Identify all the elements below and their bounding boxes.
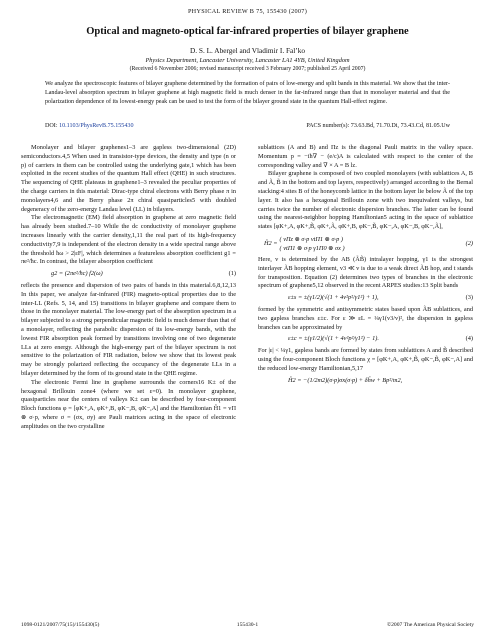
equation-2 xyxy=(258,235,473,253)
abstract: We analyze the spectroscopic features of bilayer graphene determined by the formation of pairs of low-energy and split bands in this material. We show that the inter-Landau-level absorption spectrum in bilayer graphene at high magnetic field is much denser in the far-infrared range than that in monolayer material and that the polarization dependence of its lowest-energy peak can be used to test the form of the bilayer ground state in the quantum Hall-effect regime. xyxy=(45,81,450,105)
pacs-numbers: PACS number(s): 73.63.Bd, 71.70.Di, 73.43.Cd, 81.05.Uw xyxy=(306,123,450,129)
paragraph: Here, v is determined by the AB (ÃB̃) intralayer hopping, γ1 is the strongest interlayer ÃB hopping element, v3 ≪ v is due to a weak direct ÃB hop, and t stands for transposition. Equation (2) determines two types of branches in the electronic spectrum of graphene5,12 observed in the recent ARPES studies:13 Split bands xyxy=(258,255,473,290)
paragraph: formed by the symmetric and antisymmetric states based upon ÃB sublattices, and two gapless branches ε±c. For ε ≫ εL = ¼γ1(v3/v)², the dispersion in gapless branches can be approximated by xyxy=(258,305,473,331)
equation-number: (2) xyxy=(465,239,473,247)
equation-lhs: Ĥ2 = xyxy=(264,239,278,247)
left-column xyxy=(21,144,236,432)
equation-body: g2 = (2πe²/ħc) f2(ω) xyxy=(51,270,103,278)
paper-title: Optical and magneto-optical far-infrared properties of bilayer graphene xyxy=(86,26,409,37)
equation-number: (4) xyxy=(465,335,473,343)
authors: D. S. L. Abergel and Vladimir I. Fal’ko xyxy=(189,46,306,55)
journal-header: PHYSICAL REVIEW B 75, 155430 (2007) xyxy=(187,8,308,15)
footer-copyright: ©2007 The American Physical Society xyxy=(386,622,474,628)
equation-number: (3) xyxy=(465,294,473,302)
hamiltonian-matrix xyxy=(264,235,347,253)
doi-pacs-line xyxy=(45,123,450,129)
equation-body: ε±s = ±(γ1/2)(√(1 + 4v²p²/γ1²) + 1), xyxy=(288,294,379,302)
doi-link[interactable]: 10.1103/PhysRevB.75.155430 xyxy=(59,123,134,129)
paragraph: The electronic Fermi line in graphene surrounds the corners16 K± of the hexagonal Brillouin zone4 (where we set ε=0). In monolayer graphene, quasiparticles near the centers of valleys K± can be described by four-component Bloch functions φ = [φK+,A, φK+,B, φK−,B, φK−,A] and the Hamiltonian Ĥ1 = vΠ ⊗ σ·p, where σ = (σx, σy) are Pauli matrices acting in the space of electronic amplitudes on the two crystalline xyxy=(21,378,236,430)
footer-page-number: 155430-1 xyxy=(236,622,259,628)
paragraph: For |ε| < ¼γ1, gapless bands are formed by states from sublattices A and B̃ described using the four-component Bloch functions χ = [φK+,A, φK+,B̃, φK−,B̃, φK−,A] and the reduced low-energy Hamiltonian,5,17 xyxy=(258,347,473,372)
affiliation: Physics Department, Lancaster University, Lancaster LA1 4YB, United Kingdom xyxy=(145,57,350,64)
equation-body: Ĥ2 = −(1/2m2)(σ·p)σx(σ·p) + δĥw + Bp²/m2, xyxy=(288,376,403,384)
equation-5 xyxy=(258,377,473,386)
paragraph: Bilayer graphene is composed of two coupled monolayers (with sublattices A, B and Ã, B̃ in the bottom and top layers, respectively) arranged according to the Bernal stacking:4 sites B of the honeycomb lattice in the bottom layer lie below Ã of the top layer. It also has a hexagonal Brillouin zone with two inequivalent valleys, but carries twice the number of electronic dispersion branches. The latter can be found using the nearest-neighbor hopping Hamiltonian5 acting in the space of sublattice states [φK+,A, φK+,B̃, φK+,Ã, φK+,B, φK−,B̃, φK−,A, φK−,B, φK−,Ã], xyxy=(258,170,473,231)
equation-number: (1) xyxy=(228,270,236,278)
paragraph: sublattices (A and B) and Πz is the diagonal Pauli matrix in the valley space. Momentum p = −iħ∇ − (e/c)A is calculated with respect to the center of the corresponding valley and ∇ × A = B lz. xyxy=(258,144,473,169)
equation-4 xyxy=(258,335,473,344)
footer-issn: 1098-0121/2007/75(15)/155430(5) xyxy=(21,622,100,628)
equation-3 xyxy=(258,294,473,303)
matrix-row: ( vtΠ1 ⊗ σ·p γ1Π0 ⊗ σx ) xyxy=(279,244,345,252)
paragraph: reflects the presence and dispersion of two pairs of bands in this material.6,8,12,13 In this paper, we analyze far-infrared (FIR) magneto-optical properties due to the inter-LL (Refs. 5, 14, and 15) transitions in bilayer graphene and compare them to those in the monolayer material. The low-energy part of the absorption spectrum in a bilayer subjected to a strong perpendicular magnetic field is much denser than that of a monolayer, reflecting the parabolic dispersion of its low-energy bands, with the lowest FIR absorption peak formed by transitions involving one of two degenerate LLs at zero energy. Although the high-energy part of the bilayer spectrum is not sensitive to the polarization of FIR radiation, below we show that its lowest peak may be strongly polarized reflecting the occupancy of the degenerate LLs in a bilayer determined by the form of its ground state in the QHE regime. xyxy=(21,281,236,377)
paragraph: Monolayer and bilayer graphenes1–3 are gapless two-dimensional (2D) semiconductors.4,5 When used in transistor-type devices, the density and type (n or p) of carriers in them can be controlled using the underlying gate,1 which has been exploited in the recent studies of the quantum Hall effect (QHE) in such structures. The sequencing of QHE plateaus in graphene1–3 revealed the peculiar properties of the charge carriers in this material: Dirac-type chiral electrons with Berry phase π in monolayers4,6 and the Berry phase 2π chiral quasiparticles5 with doubled degeneracy of the zero-energy Landau level (LL) in bilayers. xyxy=(21,144,236,213)
equation-1 xyxy=(21,270,236,279)
right-column xyxy=(258,144,473,388)
matrix-rows xyxy=(278,235,347,253)
equation-body: ε±c = ±(γ1/2)(√(1 + 4v²p²/γ1²) − 1). xyxy=(288,335,379,343)
doi-label: DOI: xyxy=(45,123,58,129)
received-dates: (Received 6 November 2006; revised manuscript received 3 February 2007; published 25 April 2007) xyxy=(129,66,366,72)
matrix-row: ( vΠz ⊗ σ·p vtΠ1 ⊗ σ·p ) xyxy=(279,235,343,243)
paragraph: The electromagnetic (EM) field absorption in graphene at zero magnetic field has already been studied.7–10 While the dc conductivity of monolayer graphene increases linearly with the carrier density,1,11 the real part of its high-frequency conductivity7,9 is independent of the electron density in a wide spectral range above the threshold ħω > 2|εF|, which determines a featureless absorption coefficient g1 = πe²/ħc. In contrast, the bilayer absorption coefficient xyxy=(21,214,236,266)
